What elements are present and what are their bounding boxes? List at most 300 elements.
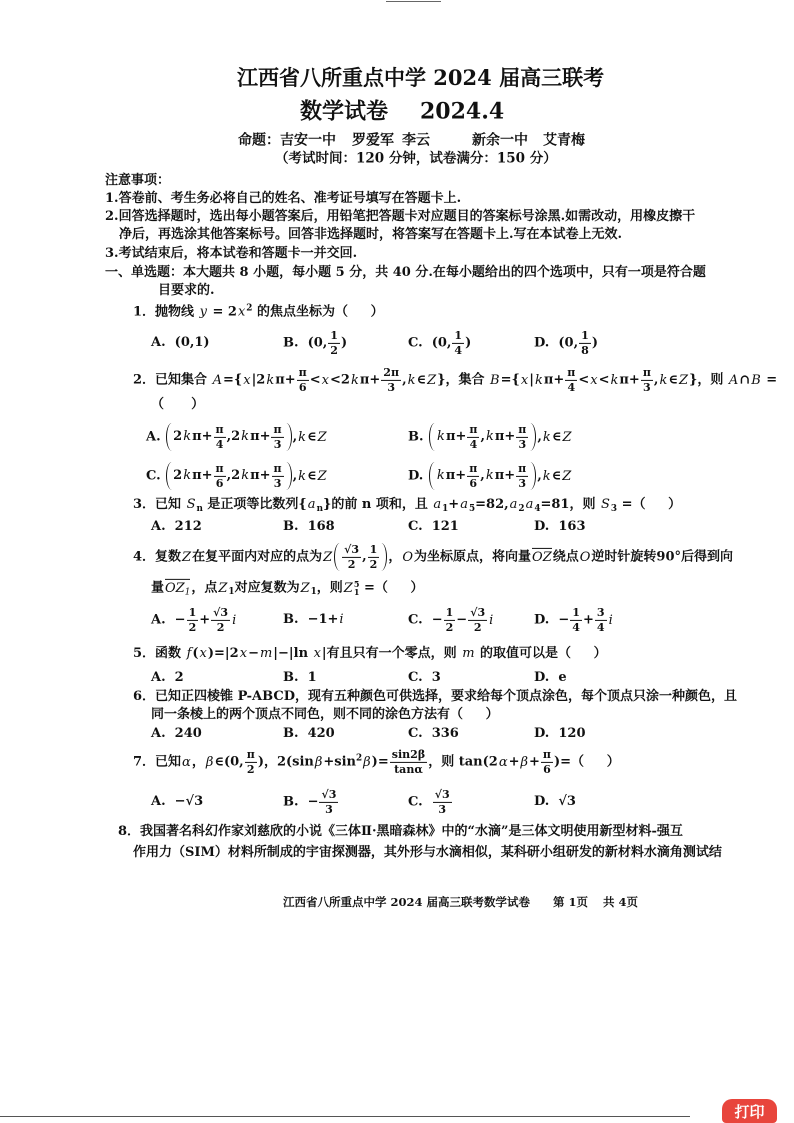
fraction bbox=[368, 544, 380, 570]
math-variable: k bbox=[298, 468, 307, 484]
question-6-option-a bbox=[151, 726, 202, 742]
math-variable: A bbox=[212, 372, 222, 388]
math-text: <2 bbox=[330, 372, 350, 388]
note-line: 3.考试结束后，将本试卷和答题卡一并交回. bbox=[105, 245, 358, 261]
math-text: 2 bbox=[173, 467, 183, 483]
math-text: 2 bbox=[188, 620, 197, 634]
math-text: 5．函数 bbox=[133, 645, 186, 661]
scan-edge-line bbox=[386, 1, 441, 2]
math-text: π+ bbox=[359, 372, 381, 388]
math-text: √3 bbox=[470, 605, 486, 619]
question-5-option-d bbox=[534, 670, 567, 686]
math-text: 2 bbox=[246, 762, 255, 776]
math-text: C. 3 bbox=[408, 669, 441, 685]
math-variable: x bbox=[520, 372, 529, 388]
fraction-denominator bbox=[595, 621, 607, 634]
math-text: ∈ bbox=[307, 468, 317, 484]
math-text: 6 bbox=[469, 476, 478, 490]
math-text: = bbox=[761, 372, 778, 388]
question-4-option-a bbox=[151, 607, 237, 633]
math-text: C. bbox=[408, 794, 432, 810]
math-text: ( bbox=[192, 645, 199, 661]
math-text: 8 bbox=[581, 343, 589, 357]
math-text: 1 bbox=[445, 605, 454, 619]
math-text: 4 bbox=[469, 437, 478, 451]
fraction-denominator bbox=[328, 344, 340, 357]
fraction-numerator bbox=[272, 463, 284, 477]
math-text: π bbox=[273, 422, 282, 436]
math-text: 5 bbox=[353, 578, 360, 589]
math-variable: k bbox=[183, 428, 192, 444]
section-heading: 一、单选题：本大题共 8 小题，每小题 5 分，共 40 分.在每小题给出的四个选项中，只有一项是符合题 bbox=[105, 264, 706, 280]
math-text: A. 2 bbox=[151, 669, 184, 685]
math-text: |−|ln bbox=[273, 645, 313, 661]
math-text: 3 bbox=[643, 380, 651, 394]
question-6-stem-cont bbox=[151, 707, 499, 723]
exam-subject: 数学试卷 bbox=[300, 98, 389, 125]
math-text: 绕点 bbox=[552, 549, 579, 565]
math-variable: x bbox=[313, 645, 321, 661]
math-text: 在复平面内对应的点为 bbox=[192, 549, 323, 565]
math-text: < bbox=[598, 372, 610, 388]
math-text: √3 bbox=[434, 787, 450, 801]
math-text: 4 bbox=[596, 620, 605, 634]
question-3-option-c bbox=[408, 519, 459, 535]
math-variable: k bbox=[610, 372, 619, 388]
big-parentheses bbox=[165, 463, 292, 489]
math-text: ，点 bbox=[191, 580, 218, 596]
math-text: ， bbox=[388, 549, 402, 565]
math-text: ∈ bbox=[668, 372, 678, 388]
math-text: π bbox=[298, 365, 307, 379]
fraction-denominator bbox=[368, 558, 380, 571]
math-text: 2 bbox=[356, 753, 363, 764]
fraction bbox=[433, 789, 452, 815]
math-text: 2 bbox=[445, 620, 454, 634]
math-text: )=（ ） bbox=[554, 754, 620, 770]
math-text: D. − bbox=[534, 612, 570, 628]
big-parentheses bbox=[333, 544, 388, 570]
math-text: 3 bbox=[387, 380, 396, 394]
question-5-option-c bbox=[408, 670, 441, 686]
math-text: D. √3 bbox=[534, 793, 576, 809]
math-variable: k bbox=[485, 467, 494, 483]
math-variable: x bbox=[237, 304, 246, 320]
fraction-denominator bbox=[187, 621, 199, 634]
math-text: |2 bbox=[251, 372, 266, 388]
math-text: D. 163 bbox=[534, 518, 586, 534]
math-text: D. (0, bbox=[534, 335, 579, 351]
fraction bbox=[342, 544, 361, 570]
fraction-numerator bbox=[297, 367, 309, 381]
math-text: = 2 bbox=[207, 304, 237, 320]
fraction-denominator bbox=[346, 558, 358, 571]
fraction bbox=[297, 367, 309, 393]
math-variable: Z bbox=[317, 468, 327, 484]
question-8-stem-cont bbox=[133, 845, 722, 861]
math-text: 同一条棱上的两个顶点不同色，则不同的涂色方法有（ ） bbox=[151, 706, 499, 722]
math-text: 4 bbox=[534, 503, 541, 514]
question-5-option-b bbox=[283, 670, 317, 686]
math-variable: k bbox=[542, 468, 551, 484]
fraction-numerator bbox=[452, 330, 464, 344]
fraction-denominator bbox=[516, 477, 528, 490]
math-text: }，则 bbox=[689, 372, 728, 388]
math-text: 6．已知正四棱锥 P-ABCD，现有五种颜色可供选择，要求给每个顶点涂色，每个顶点只涂一种颜色，且 bbox=[133, 688, 737, 704]
vector bbox=[165, 578, 191, 598]
fraction-numerator bbox=[187, 607, 199, 621]
math-text: C. (0, bbox=[408, 335, 452, 351]
math-text: 7．已知 bbox=[133, 754, 182, 770]
math-text: ={ bbox=[500, 372, 520, 388]
math-text: π bbox=[215, 461, 224, 475]
math-variable: A bbox=[728, 372, 739, 388]
question-1-stem bbox=[133, 303, 384, 320]
question-1-option-c bbox=[408, 330, 471, 356]
math-variable: Z bbox=[678, 372, 689, 388]
vector bbox=[532, 548, 552, 565]
math-text: , bbox=[653, 372, 659, 388]
fraction bbox=[390, 749, 427, 775]
fraction bbox=[595, 607, 607, 633]
question-5-stem bbox=[133, 646, 607, 662]
math-text: 2．已知集合 bbox=[133, 372, 212, 388]
math-text: B. 168 bbox=[283, 518, 335, 534]
math-text: + bbox=[199, 612, 211, 628]
note-line: 1.答卷前、考生务必将自己的姓名、准考证号填写在答题卡上. bbox=[105, 190, 462, 206]
fraction-denominator bbox=[541, 763, 553, 776]
math-text: | bbox=[529, 372, 534, 388]
math-variable: α bbox=[182, 754, 191, 770]
big-parentheses bbox=[165, 424, 292, 450]
math-text: 2 bbox=[216, 620, 225, 634]
big-parentheses bbox=[428, 424, 537, 450]
fraction bbox=[570, 607, 582, 633]
math-variable: k bbox=[241, 467, 250, 483]
fraction bbox=[467, 463, 479, 489]
math-text: ∩ bbox=[739, 372, 751, 388]
math-text: π+ bbox=[494, 428, 516, 444]
math-variable: Z bbox=[427, 372, 437, 388]
fraction bbox=[272, 463, 284, 489]
author-school-2: 新余一中 bbox=[472, 132, 528, 149]
question-3-option-d bbox=[534, 519, 586, 535]
math-text: B. 420 bbox=[283, 725, 335, 741]
author-name: 李云 bbox=[402, 132, 430, 149]
math-text: OZ bbox=[532, 549, 552, 565]
math-text: C. bbox=[146, 468, 166, 484]
section-heading-cont: 目要求的. bbox=[158, 282, 215, 298]
author-name: 艾青梅 bbox=[543, 132, 585, 149]
math-text: 1．抛物线 bbox=[133, 304, 199, 320]
fraction-numerator bbox=[467, 463, 479, 477]
math-text: , bbox=[402, 372, 407, 388]
math-text: + bbox=[529, 754, 540, 770]
math-text: |有且只有一个零点，则 bbox=[321, 645, 462, 661]
fraction bbox=[641, 367, 653, 393]
math-variable: Z bbox=[343, 580, 353, 596]
math-text: 1 bbox=[442, 503, 449, 514]
math-text: 2 bbox=[173, 428, 183, 444]
math-text: π+ bbox=[619, 372, 640, 388]
print-button[interactable] bbox=[722, 1099, 777, 1123]
math-variable: k bbox=[407, 372, 416, 388]
question-4-option-b bbox=[283, 612, 345, 628]
math-variable: S bbox=[186, 497, 196, 513]
question-3-option-a bbox=[151, 519, 202, 535]
math-variable: i bbox=[339, 611, 344, 627]
notes-heading: 注意事项： bbox=[105, 172, 171, 188]
math-text: =（ ） bbox=[359, 580, 424, 596]
subscript bbox=[185, 587, 191, 597]
math-text: ∈(0, bbox=[214, 754, 244, 770]
fraction-numerator bbox=[271, 424, 283, 438]
math-text: , bbox=[480, 467, 485, 483]
fraction-denominator bbox=[214, 438, 226, 451]
question-1-option-b bbox=[283, 330, 347, 356]
math-text: 2 bbox=[246, 303, 253, 314]
math-variable: x bbox=[590, 372, 598, 388]
question-3-option-b bbox=[283, 519, 335, 535]
question-2-option-a bbox=[146, 424, 328, 450]
math-text: < bbox=[309, 372, 321, 388]
math-variable: Z bbox=[218, 580, 228, 596]
question-7-option-d bbox=[534, 794, 576, 810]
math-text: 6 bbox=[215, 476, 224, 490]
math-text: 5 bbox=[468, 503, 476, 514]
math-text: π bbox=[518, 422, 527, 436]
math-text: ∈ bbox=[307, 429, 317, 445]
fraction-numerator bbox=[214, 463, 226, 477]
question-7-stem bbox=[133, 749, 620, 775]
question-1-option-a bbox=[151, 335, 210, 351]
question-8-stem bbox=[118, 824, 683, 840]
math-text: A. (0,1) bbox=[151, 334, 210, 350]
math-text: A. − bbox=[151, 612, 186, 628]
math-text: π bbox=[273, 461, 282, 475]
math-text: B. 1 bbox=[283, 669, 317, 685]
math-text: , bbox=[292, 468, 298, 484]
math-text: 6 bbox=[298, 380, 307, 394]
math-text: =81，则 bbox=[540, 497, 600, 513]
math-text: 3 bbox=[596, 605, 605, 619]
question-4-stem bbox=[133, 544, 733, 570]
math-text: π bbox=[215, 422, 224, 436]
math-text: 1 bbox=[581, 328, 589, 342]
math-variable: β bbox=[520, 754, 529, 770]
fraction-denominator bbox=[297, 381, 309, 394]
math-text: 4 bbox=[454, 343, 463, 357]
math-variable: β bbox=[205, 754, 214, 770]
math-text: tanα bbox=[394, 762, 423, 776]
fraction bbox=[452, 330, 464, 356]
big-parentheses bbox=[428, 463, 537, 489]
math-variable: Z bbox=[300, 580, 310, 596]
math-text: 1 bbox=[188, 605, 197, 619]
math-text: 为坐标原点，将向量 bbox=[414, 549, 532, 565]
math-text: π+ bbox=[192, 428, 213, 444]
math-text: π bbox=[469, 461, 478, 475]
math-variable: m bbox=[259, 645, 273, 661]
math-text: C. − bbox=[408, 612, 443, 628]
math-text: 3 bbox=[438, 802, 447, 816]
question-5-option-a bbox=[151, 670, 184, 686]
math-text: }的前 n 项和，且 bbox=[322, 497, 433, 513]
fraction-denominator bbox=[215, 621, 227, 634]
fraction bbox=[516, 424, 528, 450]
math-text: 3 bbox=[273, 476, 282, 490]
math-text: π+ bbox=[250, 428, 271, 444]
math-text: π bbox=[518, 461, 527, 475]
math-text: 3 bbox=[518, 476, 527, 490]
math-variable: i bbox=[608, 612, 613, 628]
fraction bbox=[444, 607, 456, 633]
math-text: 是正项等比数列{ bbox=[202, 497, 307, 513]
fraction-numerator bbox=[214, 424, 226, 438]
fraction bbox=[541, 749, 553, 775]
math-text: 4 bbox=[567, 380, 576, 394]
math-text: ) bbox=[465, 335, 472, 351]
math-variable: k bbox=[350, 372, 359, 388]
math-text: π bbox=[567, 365, 576, 379]
math-variable: x bbox=[321, 372, 330, 388]
math-text: 的焦点坐标为（ ） bbox=[252, 304, 384, 320]
fraction-numerator bbox=[595, 607, 607, 621]
math-variable: β bbox=[314, 754, 323, 770]
question-2-stem bbox=[133, 367, 777, 393]
fraction-denominator bbox=[272, 477, 284, 490]
fraction bbox=[245, 749, 257, 775]
question-3-stem bbox=[133, 497, 681, 515]
fraction-denominator bbox=[641, 381, 653, 394]
math-text: B. −1+ bbox=[283, 611, 339, 627]
math-text: ,2 bbox=[226, 428, 241, 444]
question-6-option-c bbox=[408, 726, 459, 742]
exam-date: 2024.4 bbox=[420, 98, 505, 125]
math-variable: k bbox=[266, 372, 275, 388]
fraction-numerator bbox=[516, 424, 528, 438]
math-text: +sin bbox=[323, 754, 356, 770]
math-text: )= bbox=[371, 754, 389, 770]
math-text: π+ bbox=[275, 372, 296, 388]
math-text: π bbox=[642, 365, 651, 379]
fraction-denominator bbox=[579, 344, 591, 357]
math-variable: B bbox=[490, 372, 500, 388]
fraction-denominator bbox=[444, 621, 456, 634]
math-text: , bbox=[362, 548, 367, 564]
fraction-numerator bbox=[433, 789, 452, 803]
exam-info: （考试时间：120 分钟，试卷满分：150 分） bbox=[275, 150, 557, 167]
math-text: 2 bbox=[473, 620, 482, 634]
author-name: 罗爱军 bbox=[352, 132, 394, 149]
math-text: √3 bbox=[321, 787, 337, 801]
math-text: − bbox=[456, 612, 468, 628]
math-text: + bbox=[582, 612, 594, 628]
math-variable: a bbox=[460, 497, 468, 513]
math-variable: i bbox=[232, 612, 237, 628]
question-2-option-d bbox=[408, 463, 572, 489]
fraction bbox=[271, 424, 283, 450]
math-text: 1 bbox=[369, 542, 378, 556]
math-text: 2 bbox=[369, 557, 378, 571]
math-text: ，则 bbox=[316, 580, 343, 596]
fraction-denominator bbox=[392, 763, 425, 776]
superscript bbox=[356, 754, 362, 764]
math-text: 2 bbox=[330, 343, 338, 357]
question-6-option-d bbox=[534, 726, 586, 742]
fraction bbox=[516, 463, 528, 489]
math-variable: k bbox=[534, 372, 543, 388]
math-text: }，集合 bbox=[437, 372, 490, 388]
math-text: （ ） bbox=[151, 396, 205, 412]
math-variable: Z bbox=[317, 429, 327, 445]
math-variable: m bbox=[462, 645, 475, 661]
math-text: π+ bbox=[250, 467, 271, 483]
math-text: , bbox=[480, 428, 485, 444]
fraction-denominator bbox=[570, 621, 582, 634]
math-variable: k bbox=[241, 428, 250, 444]
footer-page-total: 共 4页 bbox=[603, 894, 639, 909]
math-text: C. 336 bbox=[408, 725, 459, 741]
question-6-option-b bbox=[283, 726, 335, 742]
math-variable: Z bbox=[323, 549, 333, 565]
fraction bbox=[328, 330, 340, 356]
question-2-option-c bbox=[146, 463, 328, 489]
math-text: A. bbox=[146, 429, 166, 445]
fraction bbox=[381, 367, 401, 393]
fraction-denominator bbox=[385, 381, 397, 394]
math-text: 1 bbox=[572, 605, 580, 619]
math-text: < bbox=[578, 372, 590, 388]
math-text: 2 bbox=[347, 557, 356, 571]
fraction-denominator bbox=[245, 763, 257, 776]
fraction bbox=[467, 424, 479, 450]
math-text: ，则 tan(2 bbox=[428, 754, 498, 770]
math-variable: a bbox=[525, 497, 534, 513]
math-text: 6 bbox=[543, 762, 551, 776]
fraction bbox=[579, 330, 591, 356]
fraction-numerator bbox=[342, 544, 361, 558]
fraction-denominator bbox=[467, 477, 479, 490]
math-text: D. e bbox=[534, 669, 567, 685]
scan-bottom-line bbox=[0, 1116, 690, 1117]
math-text: π+ bbox=[192, 467, 213, 483]
fraction-numerator bbox=[641, 367, 653, 381]
fraction-denominator bbox=[214, 477, 226, 490]
math-variable: f bbox=[186, 645, 192, 661]
math-text: 3 bbox=[518, 437, 527, 451]
fraction-denominator bbox=[272, 438, 284, 451]
fraction-numerator bbox=[368, 544, 380, 558]
math-text: 4 bbox=[572, 620, 580, 634]
math-text: 3 bbox=[610, 503, 618, 514]
exam-title: 江西省八所重点中学 2024 届高三联考 bbox=[237, 64, 605, 90]
math-text: n bbox=[316, 503, 323, 514]
math-text: )，2(sin bbox=[257, 754, 314, 770]
math-text: + bbox=[448, 497, 460, 513]
math-text: , bbox=[537, 468, 542, 484]
question-4-stem-cont bbox=[151, 580, 424, 598]
math-text: 作用力（SIM）材料所制成的宇宙探测器，其外形与水滴相似，某科研小组研发的新材料水滴角测试结 bbox=[133, 844, 722, 860]
fraction-numerator bbox=[319, 789, 338, 803]
math-text: 1 bbox=[353, 586, 360, 597]
math-variable: k bbox=[437, 428, 445, 444]
math-text: B. − bbox=[283, 794, 319, 810]
math-text: A. 212 bbox=[151, 518, 202, 534]
fraction-denominator bbox=[472, 621, 484, 634]
fraction-numerator bbox=[570, 607, 582, 621]
question-1-option-d bbox=[534, 330, 598, 356]
